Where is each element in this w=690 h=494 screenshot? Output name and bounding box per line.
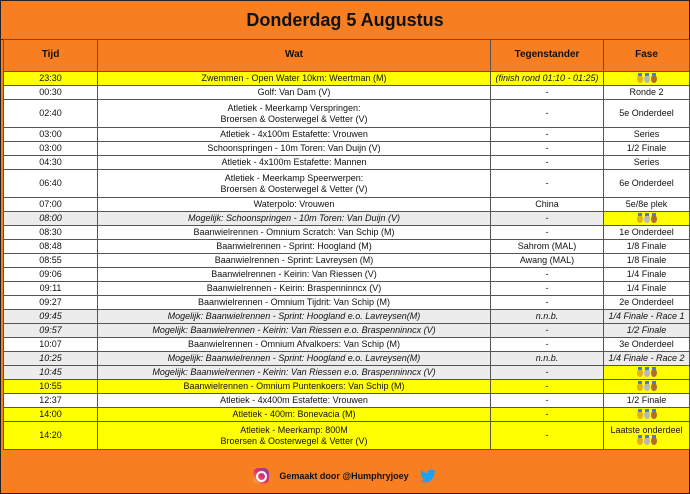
bronze-medal-icon <box>651 411 657 419</box>
row-time: 10:55 <box>4 380 98 394</box>
row-phase: 1/8 Finale <box>604 240 690 254</box>
row-what: Mogelijk: Baanwielrennen - Sprint: Hoogland e.o. Lavreysen(M) <box>98 310 491 324</box>
row-what-line1: Atletiek - Meerkamp Speerwerpen: <box>224 173 364 183</box>
silver-medal-icon <box>644 383 650 391</box>
silver-medal-icon <box>644 75 650 83</box>
row-what: Mogelijk: Baanwielrennen - Sprint: Hoogland e.o. Lavreysen(M) <box>98 352 491 366</box>
row-what: Waterpolo: Vrouwen <box>98 198 491 212</box>
row-opponent: - <box>491 422 604 450</box>
table-row <box>4 296 690 310</box>
schedule-table <box>3 39 690 450</box>
row-phase-text: Laatste onderdeel <box>610 425 683 435</box>
bronze-medal-icon <box>651 369 657 377</box>
row-what: Baanwielrennen - Sprint: Lavreysen (M) <box>98 254 491 268</box>
row-what-line2: Broersen & Oosterwegel & Vetter (V) <box>220 435 368 446</box>
row-opponent: - <box>491 394 604 408</box>
row-what <box>98 100 491 128</box>
row-what: Atletiek - 400m: Bonevacia (M) <box>98 408 491 422</box>
header-row <box>4 40 690 72</box>
row-phase: 1/2 Finale <box>604 394 690 408</box>
row-what: Baanwielrennen - Omnium Puntenkoers: Van Schip (M) <box>98 380 491 394</box>
row-what-line1: Atletiek - Meerkamp: 800M <box>240 425 348 435</box>
row-time: 10:45 <box>4 366 98 380</box>
row-what: Mogelijk: Baanwielrennen - Keirin: Van Riessen e.o. Braspenninncx (V) <box>98 324 491 338</box>
row-phase: 1/4 Finale <box>604 282 690 296</box>
instagram-icon[interactable] <box>253 468 269 484</box>
footer <box>1 459 689 493</box>
table-row <box>4 142 690 156</box>
silver-medal-icon <box>644 369 650 377</box>
row-opponent: - <box>491 338 604 352</box>
gold-medal-icon <box>637 411 643 419</box>
row-what: Atletiek - 4x400m Estafette: Vrouwen <box>98 394 491 408</box>
medals-icon <box>637 437 657 445</box>
row-opponent: - <box>491 212 604 226</box>
row-opponent: - <box>491 380 604 394</box>
silver-medal-icon <box>644 437 650 445</box>
table-row <box>4 170 690 198</box>
table-row <box>4 352 690 366</box>
row-what-line2: Broersen & Oosterwegel & Vetter (V) <box>220 113 368 124</box>
row-what: Baanwielrennen - Keirin: Van Riessen (V) <box>98 268 491 282</box>
table-row <box>4 156 690 170</box>
table-row <box>4 380 690 394</box>
table-row <box>4 338 690 352</box>
row-what-line1: Atletiek - Meerkamp Verspringen: <box>227 103 361 113</box>
gold-medal-icon <box>637 215 643 223</box>
bronze-medal-icon <box>651 437 657 445</box>
row-phase: 1e Onderdeel <box>604 226 690 240</box>
row-phase <box>604 422 690 450</box>
row-time: 07:00 <box>4 198 98 212</box>
table-row <box>4 86 690 100</box>
row-what <box>98 422 491 450</box>
table-row <box>4 254 690 268</box>
row-phase: Ronde 2 <box>604 86 690 100</box>
row-opponent: - <box>491 408 604 422</box>
gold-medal-icon <box>637 383 643 391</box>
row-phase: 1/4 Finale <box>604 268 690 282</box>
silver-medal-icon <box>644 411 650 419</box>
row-time: 06:40 <box>4 170 98 198</box>
row-opponent: - <box>491 86 604 100</box>
bronze-medal-icon <box>651 75 657 83</box>
table-row <box>4 100 690 128</box>
medals-icon <box>637 75 657 83</box>
row-what: Mogelijk: Schoonspringen - 10m Toren: Van Duijn (V) <box>98 212 491 226</box>
row-phase: 1/8 Finale <box>604 254 690 268</box>
row-phase: 1/2 Finale <box>604 142 690 156</box>
gold-medal-icon <box>637 369 643 377</box>
row-phase: 6e Onderdeel <box>604 170 690 198</box>
row-phase: 5e Onderdeel <box>604 100 690 128</box>
row-phase: 3e Onderdeel <box>604 338 690 352</box>
header-phase: Fase <box>604 40 690 72</box>
row-time: 08:00 <box>4 212 98 226</box>
medals-icon <box>637 215 657 223</box>
table-row <box>4 324 690 338</box>
bronze-medal-icon <box>651 383 657 391</box>
row-opponent: Sahrom (MAL) <box>491 240 604 254</box>
row-time: 09:06 <box>4 268 98 282</box>
silver-medal-icon <box>644 215 650 223</box>
row-what: Baanwielrennen - Sprint: Hoogland (M) <box>98 240 491 254</box>
row-what-line2: Broersen & Oosterwegel & Vetter (V) <box>220 183 368 194</box>
row-phase: 1/4 Finale - Race 2 <box>604 352 690 366</box>
row-opponent: n.n.b. <box>491 352 604 366</box>
row-opponent: - <box>491 268 604 282</box>
row-time: 09:11 <box>4 282 98 296</box>
header-opponent: Tegenstander <box>491 40 604 72</box>
table-row <box>4 366 690 380</box>
table-row <box>4 282 690 296</box>
row-time: 02:40 <box>4 100 98 128</box>
medals-icon <box>637 369 657 377</box>
row-time: 14:00 <box>4 408 98 422</box>
table-row <box>4 268 690 282</box>
row-what: Baanwielrennen - Omnium Scratch: Van Schip (M) <box>98 226 491 240</box>
row-phase: 1/2 Finale <box>604 324 690 338</box>
row-time: 03:00 <box>4 142 98 156</box>
row-what: Atletiek - 4x100m Estafette: Mannen <box>98 156 491 170</box>
twitter-icon[interactable] <box>419 468 437 484</box>
row-time: 03:00 <box>4 128 98 142</box>
row-opponent: Awang (MAL) <box>491 254 604 268</box>
bronze-medal-icon <box>651 215 657 223</box>
row-what: Baanwielrennen - Omnium Afvalkoers: Van Schip (M) <box>98 338 491 352</box>
table-row <box>4 226 690 240</box>
row-what: Baanwielrennen - Keirin: Braspenninncx (V) <box>98 282 491 296</box>
row-time: 00:30 <box>4 86 98 100</box>
row-time: 23:30 <box>4 72 98 86</box>
table-row <box>4 240 690 254</box>
row-phase <box>604 212 690 226</box>
row-time: 09:27 <box>4 296 98 310</box>
row-what <box>98 170 491 198</box>
row-time: 10:25 <box>4 352 98 366</box>
row-opponent: - <box>491 366 604 380</box>
row-time: 08:48 <box>4 240 98 254</box>
table-row <box>4 394 690 408</box>
medals-icon <box>637 411 657 419</box>
gold-medal-icon <box>637 75 643 83</box>
row-opponent: - <box>491 100 604 128</box>
row-what: Atletiek - 4x100m Estafette: Vrouwen <box>98 128 491 142</box>
row-opponent: - <box>491 296 604 310</box>
row-phase: 2e Onderdeel <box>604 296 690 310</box>
row-phase <box>604 366 690 380</box>
row-opponent: (finish rond 01:10 - 01:25) <box>491 72 604 86</box>
header-what: Wat <box>98 40 491 72</box>
gold-medal-icon <box>637 437 643 445</box>
row-time: 08:30 <box>4 226 98 240</box>
footer-credit: Gemaakt door @Humphryjoey <box>279 471 409 481</box>
row-time: 12:37 <box>4 394 98 408</box>
table-row <box>4 408 690 422</box>
row-what: Schoonspringen - 10m Toren: Van Duijn (V) <box>98 142 491 156</box>
row-opponent: - <box>491 170 604 198</box>
row-opponent: - <box>491 324 604 338</box>
row-time: 09:57 <box>4 324 98 338</box>
row-opponent: - <box>491 282 604 296</box>
row-phase <box>604 408 690 422</box>
row-time: 09:45 <box>4 310 98 324</box>
header-time: Tijd <box>4 40 98 72</box>
row-opponent: - <box>491 128 604 142</box>
page-title: Donderdag 5 Augustus <box>1 1 689 40</box>
table-row <box>4 198 690 212</box>
row-what: Zwemmen - Open Water 10km: Weertman (M) <box>98 72 491 86</box>
row-what: Baanwielrennen - Omnium Tijdrit: Van Schip (M) <box>98 296 491 310</box>
row-what: Golf: Van Dam (V) <box>98 86 491 100</box>
row-phase <box>604 380 690 394</box>
row-time: 04:30 <box>4 156 98 170</box>
row-phase <box>604 72 690 86</box>
row-time: 08:55 <box>4 254 98 268</box>
row-phase: 5e/8e plek <box>604 198 690 212</box>
row-phase: Series <box>604 156 690 170</box>
row-opponent: n.n.b. <box>491 310 604 324</box>
table-row <box>4 72 690 86</box>
row-phase: 1/4 Finale - Race 1 <box>604 310 690 324</box>
table-row <box>4 310 690 324</box>
row-opponent: - <box>491 226 604 240</box>
row-opponent: - <box>491 156 604 170</box>
row-phase: Series <box>604 128 690 142</box>
row-opponent: - <box>491 142 604 156</box>
table-row <box>4 212 690 226</box>
table-row <box>4 128 690 142</box>
medals-icon <box>637 383 657 391</box>
table-row <box>4 422 690 450</box>
row-time: 14:20 <box>4 422 98 450</box>
row-opponent: China <box>491 198 604 212</box>
row-what: Mogelijk: Baanwielrennen - Keirin: Van Riessen e.o. Braspenninncx (V) <box>98 366 491 380</box>
row-time: 10:07 <box>4 338 98 352</box>
